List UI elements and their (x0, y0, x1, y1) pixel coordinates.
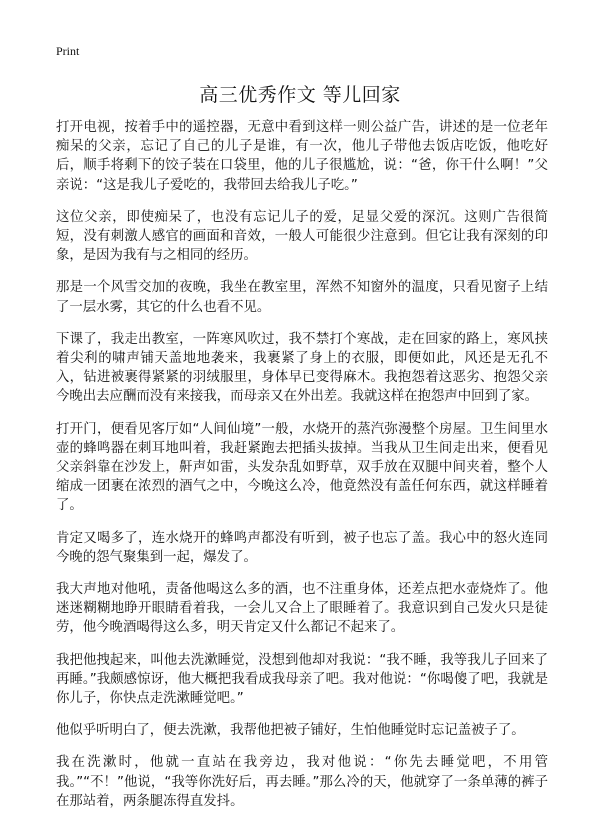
article-paragraph: 下课了，我走出教室，一阵寒风吹过，我不禁打个寒战，走在回家的路上，寒风挟着尖利的啸声铺天盖地地袭来，我裹紧了身上的衣服，即便如此，风还是无孔不入，钻进被裹得紧紧的羽绒服里，身体早已变得麻木。我抱怨着这恶劣、抱怨父亲今晚出去应酬而没有来接我，而母亲又在外出差。我就这样在抱怨声中回到了家。 (56, 331, 548, 405)
article-paragraph: 我在洗漱时，他就一直站在我旁边，我对他说：“你先去睡觉吧，不用管我。”“不！”他说，“我等你洗好后，再去睡。”那么冷的天，他就穿了一条单薄的裤子在那站着，两条腿冻得直发抖。 (56, 755, 548, 809)
article-paragraph: 肯定又喝多了，连水烧开的蜂鸣声都没有听到，被子也忘了盖。我心中的怒火连同今晚的怨气聚集到一起，爆发了。 (56, 530, 548, 565)
article-paragraph: 这位父亲，即使痴呆了，也没有忘记儿子的爱，足显父爱的深沉。这则广告很简短，没有刺激人感官的画面和音效，一般人可能很少注意到。但它让我有深刻的印象，是因为我有与之相同的经历。 (56, 209, 548, 264)
article-paragraph: 那是一个风雪交加的夜晚，我坐在教室里，浑然不知窗外的温度，只看见窗子上结了一层水雾，其它的什么也看不见。 (56, 280, 548, 315)
article-paragraph: 我大声地对他吼，责备他喝这么多的酒，也不注重身体，还差点把水壶烧炸了。他迷迷糊糊地睁开眼睛看着我，一会儿又合上了眼睡着了。我意识到自己发火只是徒劳，他今晚酒喝得这么多，明天肯定又什么都记不起来了。 (56, 582, 548, 636)
article-paragraph: 打开门，便看见客厅如“人间仙境”一般，水烧开的蒸汽弥漫整个房屋。卫生间里水壶的蜂鸣器在刺耳地叫着，我赶紧跑去把插头拔掉。当我从卫生间走出来，便看见父亲斜靠在沙发上，鼾声如雷，头发杂乱如野草，双手放在双腿中间夹着，整个人缩成一团裹在浓烈的酒气之中，今晚这么冷，他竟然没有盖任何东西，就这样睡着了。 (56, 421, 548, 514)
article-title: 高三优秀作文 等儿回家 (199, 84, 401, 106)
article-paragraph: 打开电视，按着手中的遥控器，无意中看到这样一则公益广告，讲述的是一位老年痴呆的父亲，忘记了自己的儿子是谁，有一次，他儿子带他去饭店吃饭，他吃好后，顺手将剩下的饺子装在口袋里，他的儿子很尴尬，说：“爸，你干什么啊！”父亲说：“这是我儿子爱吃的，我带回去给我儿子吃。” (56, 120, 548, 193)
article-paragraph: 他似乎听明白了，便去洗漱，我帮他把被子铺好，生怕他睡觉时忘记盖被子了。 (56, 723, 525, 739)
print-link[interactable]: Print (56, 44, 80, 58)
article-paragraph: 我把他拽起来，叫他去洗漱睡觉，没想到他却对我说：“我不睡，我等我儿子回来了再睡。”我颇感惊讶，他大概把我看成我母亲了吧。我对他说：“你喝傻了吧，我就是你儿子，你快点走洗漱睡觉吧。” (56, 652, 548, 707)
article-body (56, 118, 548, 824)
